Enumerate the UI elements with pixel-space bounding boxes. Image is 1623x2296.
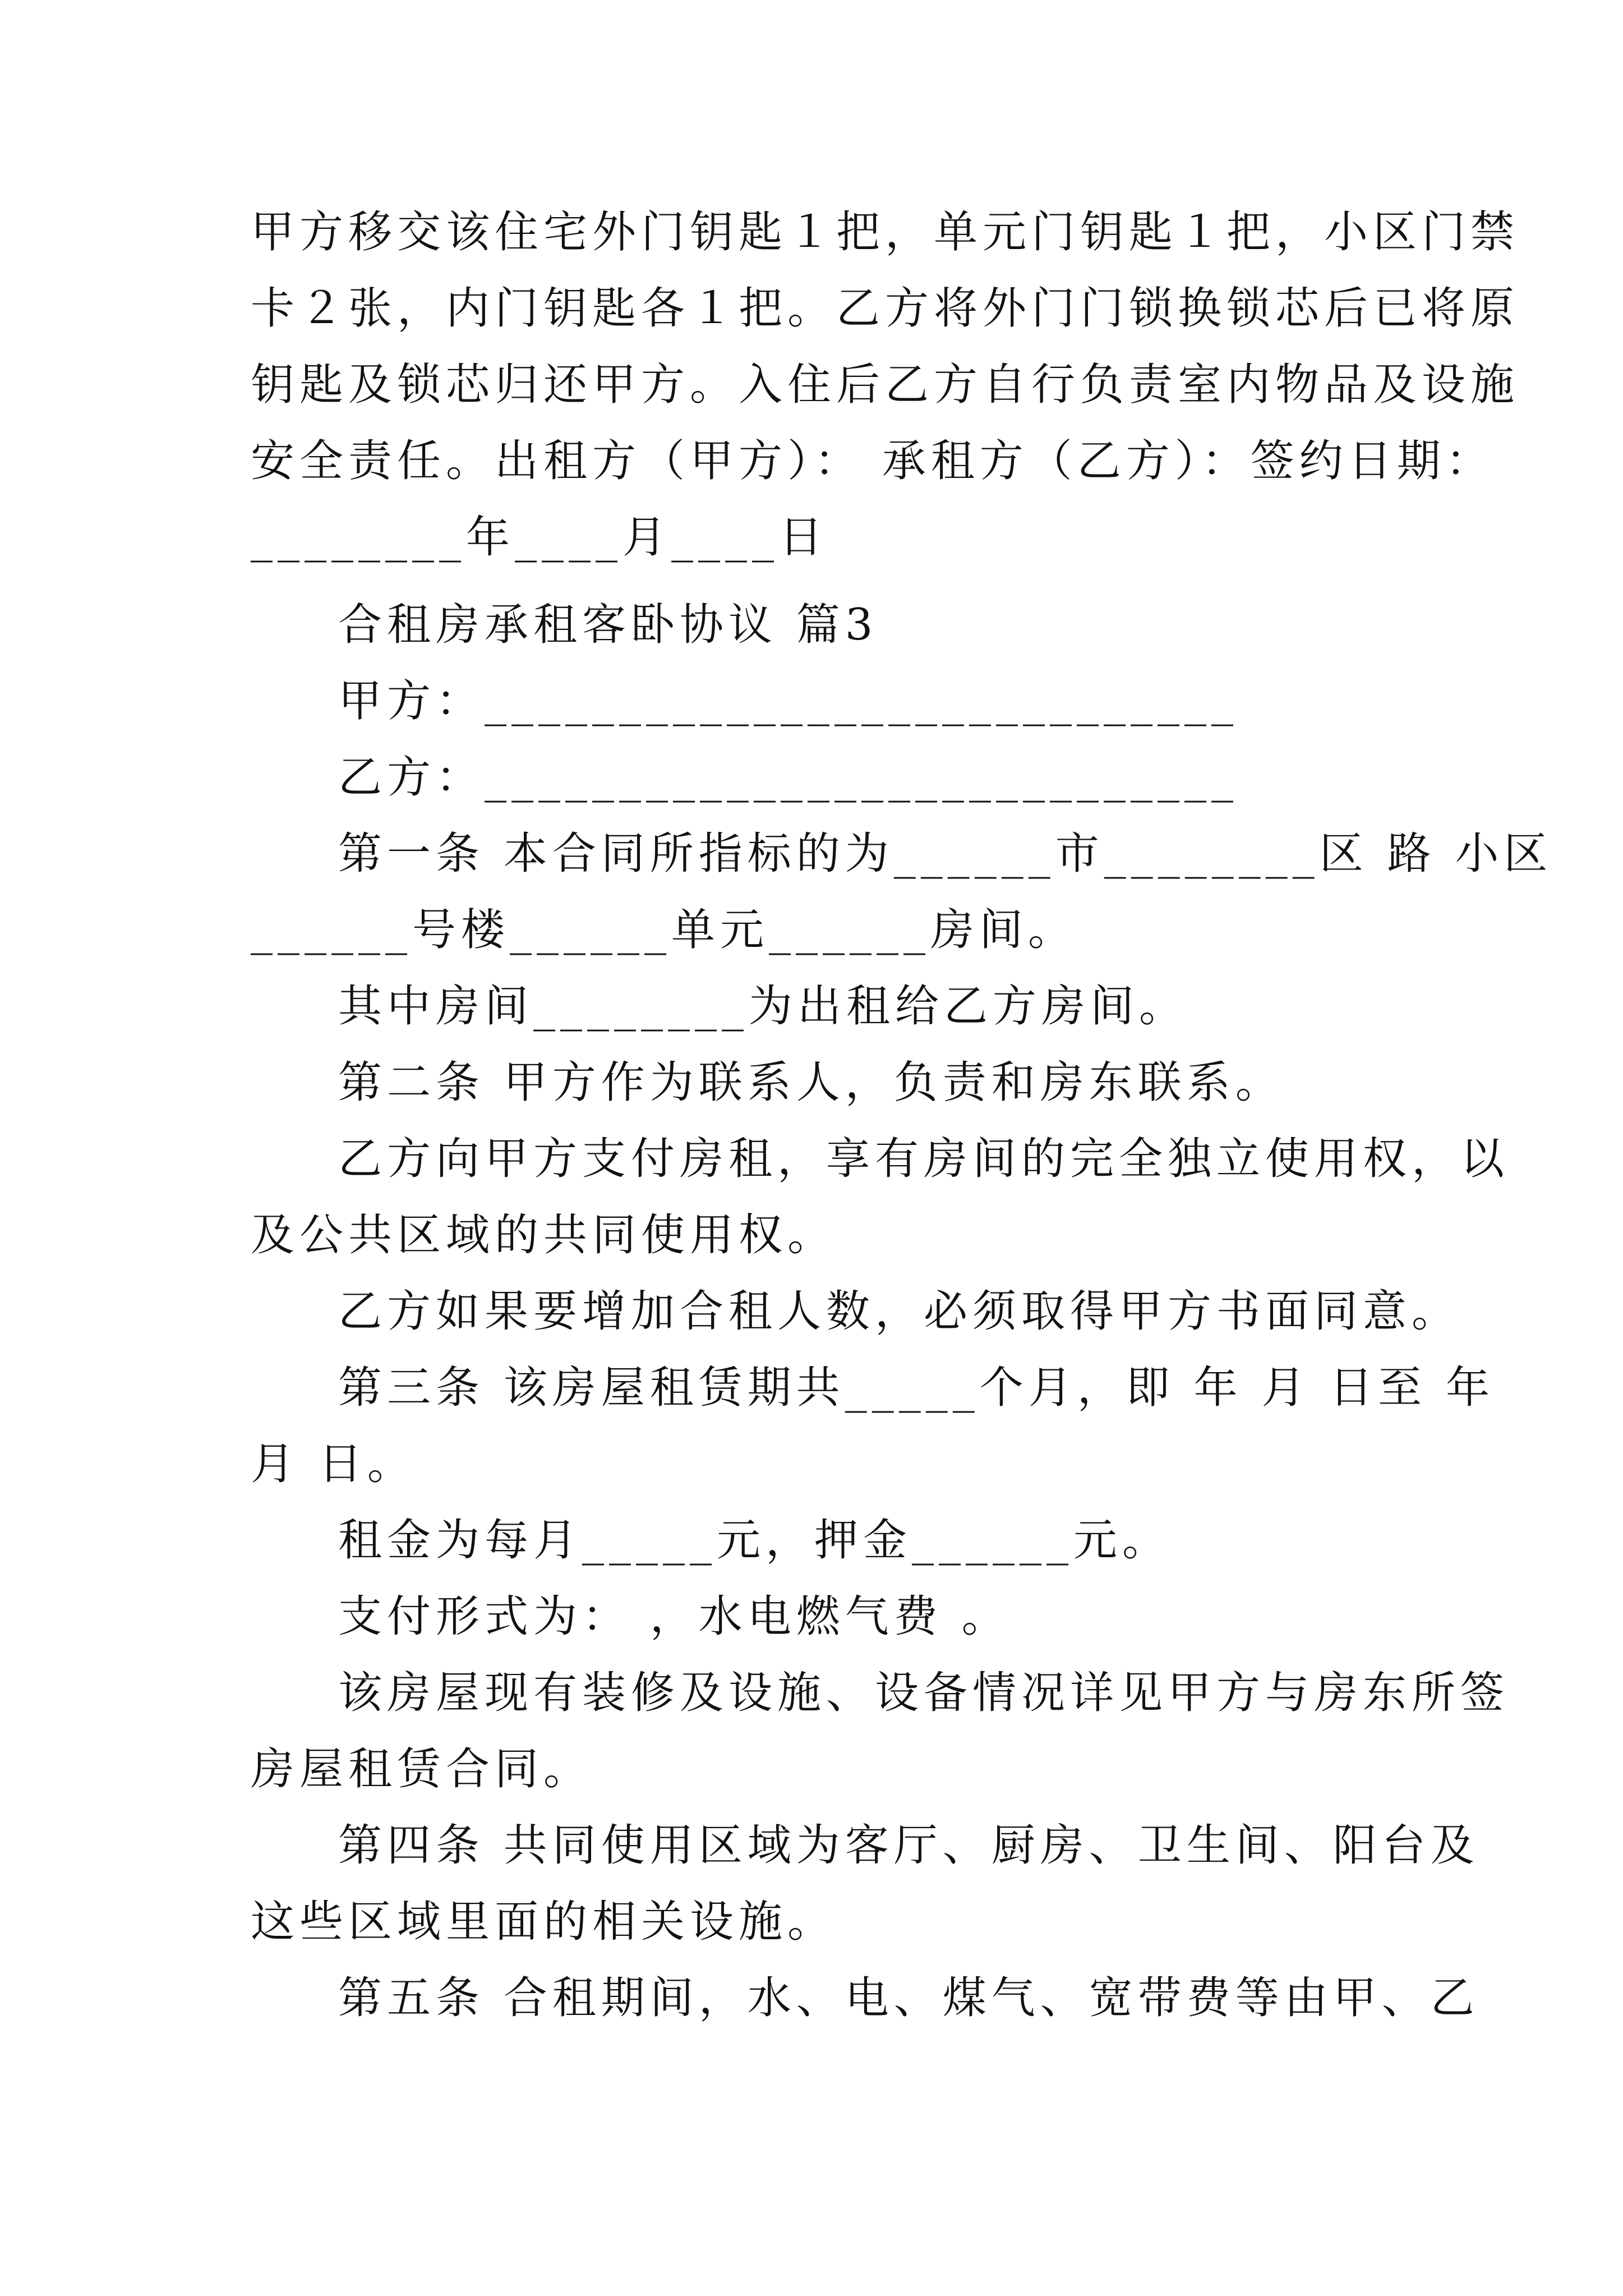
article-1-line: 第一条 本合同所指标的为______市________区 路 小区 (338, 829, 1553, 879)
paragraph-key-handover (251, 194, 1520, 576)
party-b-line: 乙方：____________________________ (338, 752, 1239, 803)
signing-date-line: ________年____月____日 (251, 512, 828, 563)
article-2-line: 第二条 甲方作为联系人，负责和房东联系。 (338, 1057, 1284, 1108)
text-line: 甲方移交该住宅外门钥匙１把，单元门钥匙１把，小区门禁 (251, 207, 1520, 257)
text-line: 钥匙及锁芯归还甲方。入住后乙方自行负责室内物品及设施 (251, 360, 1520, 410)
tenant-add-line: 乙方如果要增加合租人数，必须取得甲方书面同意。 (338, 1286, 1461, 1337)
payment-line: 支付形式为： ，水电燃气费 。 (338, 1591, 1011, 1642)
rent-rights-continuation: 及公共区域的共同使用权。 (251, 1210, 837, 1260)
room-line: 其中房间________为出租给乙方房间。 (338, 981, 1188, 1032)
article-5-line: 第五条 合租期间，水、电、煤气、宽带费等由甲、乙 (338, 1973, 1479, 2023)
party-a-line: 甲方：____________________________ (338, 676, 1239, 726)
text-line: 安全责任。出租方（甲方）： 承租方（乙方）：签约日期： (251, 436, 1495, 486)
agreement-body (251, 587, 1553, 2036)
facilities-line: 该房屋现有装修及设施、设备情况详见甲方与房东所签 (338, 1668, 1510, 1718)
section-title: 合租房承租客卧协议 篇3 (338, 600, 878, 650)
article-4-line: 第四条 共同使用区域为客厅、厨房、卫生间、阳台及 (338, 1820, 1479, 1871)
article-3-continuation: 月 日。 (251, 1439, 416, 1489)
rent-deposit-line: 租金为每月_____元，押金______元。 (338, 1515, 1172, 1566)
facilities-continuation: 房屋租赁合同。 (251, 1744, 593, 1795)
article-4-continuation: 这些区域里面的相关设施。 (251, 1897, 837, 1947)
article-1-continuation: ______号楼______单元______房间。 (251, 905, 1077, 955)
text-line: 卡２张，内门钥匙各１把。乙方将外门门锁换锁芯后已将原 (251, 283, 1520, 334)
article-3-line: 第三条 该房屋租赁期共_____个月，即 年 月 日至 年 (338, 1363, 1495, 1413)
rent-rights-line: 乙方向甲方支付房租，享有房间的完全独立使用权，以 (338, 1134, 1510, 1184)
